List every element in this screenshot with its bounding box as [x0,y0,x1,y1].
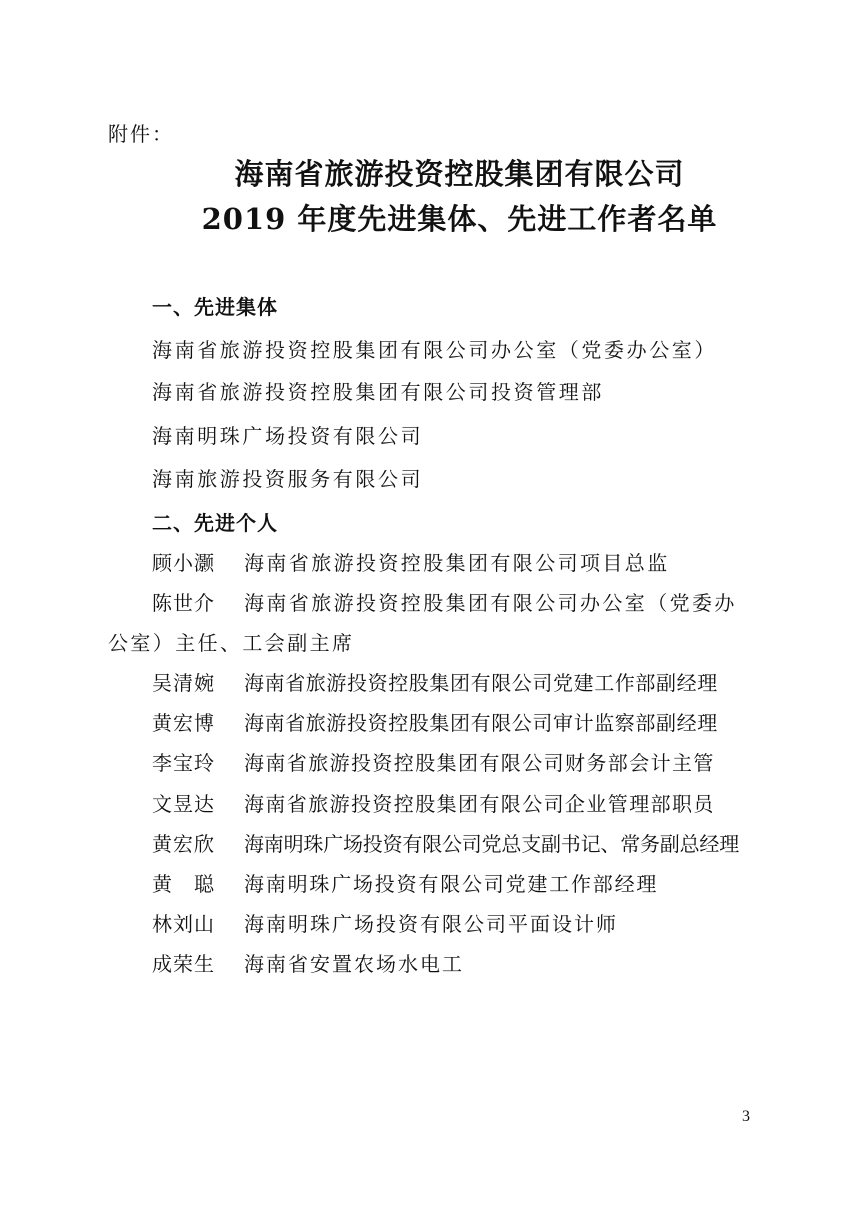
page-number: 3 [742,1108,750,1125]
person-org: 海南省安置农场水电工 [244,952,464,976]
person-org: 海南明珠广场投资有限公司党建工作部经理 [244,872,659,896]
person-name: 林刘山 [152,912,215,936]
person-name: 黄宏博 [152,711,215,735]
person-org: 海南省旅游投资控股集团有限公司办公室（党委办 [244,591,737,615]
person-name-char: 黄 [152,872,172,896]
person-name: 黄宏欣 [152,832,215,856]
collective-item: 海南省旅游投资控股集团有限公司投资管理部 [152,380,604,404]
person-name: 顾小灏 [152,551,215,575]
person-name: 文昱达 [152,792,215,816]
person-name: 吴清婉 [152,671,215,695]
person-org-continuation: 公室）主任、工会副主席 [108,631,355,655]
person-org: 海南明珠广场投资有限公司平面设计师 [244,912,618,936]
attachment-label: 附件： [108,122,174,146]
person-name: 李宝玲 [152,751,215,775]
collective-item: 海南旅游投资服务有限公司 [152,467,424,491]
document-title-line-1: 海南省旅游投资控股集团有限公司 [234,157,685,191]
section-heading-collectives: 一、先进集体 [152,295,278,319]
person-org: 海南明珠广场投资有限公司党总支副书记、常务副总经理 [244,832,739,856]
collective-item: 海南明珠广场投资有限公司 [152,424,424,448]
section-heading-individuals: 二、先进个人 [152,511,278,535]
person-name-char: 聪 [194,872,214,896]
person-name: 成荣生 [152,952,215,976]
person-name [152,868,234,897]
person-org: 海南省旅游投资控股集团有限公司财务部会计主管 [244,751,715,775]
person-org: 海南省旅游投资控股集团有限公司审计监察部副经理 [244,711,718,735]
person-org: 海南省旅游投资控股集团有限公司项目总监 [244,551,670,575]
person-org: 海南省旅游投资控股集团有限公司企业管理部职员 [244,792,715,816]
person-org: 海南省旅游投资控股集团有限公司党建工作部副经理 [244,671,718,695]
document-title-line-2: 2019 年度先进集体、先进工作者名单 [201,202,718,236]
collective-item: 海南省旅游投资控股集团有限公司办公室（党委办公室） [152,338,717,362]
person-name: 陈世介 [152,591,215,615]
